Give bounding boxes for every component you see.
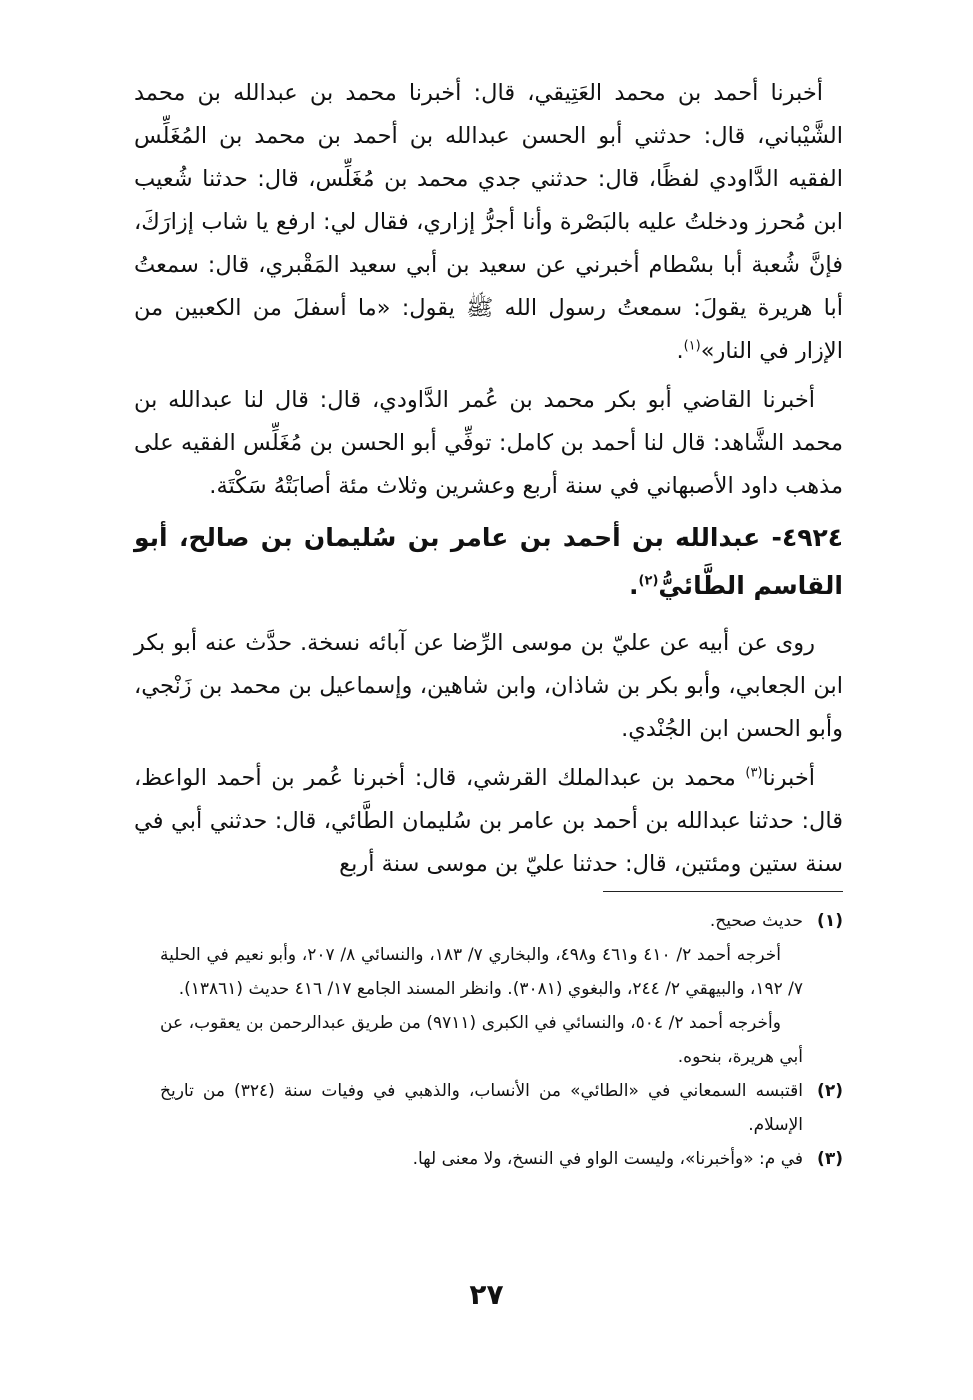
- footnote-number: (٢): [817, 1081, 843, 1101]
- footnotes: [160, 904, 843, 1176]
- entry-title: عبدالله بن أحمد بن عامر بن سُليمان بن صالح، أبو القاسم الطَّائيُّ: [134, 523, 843, 600]
- footnote-ref-2[interactable]: (٢): [638, 573, 659, 589]
- paragraph-isnad-3: [134, 757, 843, 886]
- footnote-line: في م: «وأخبرنا»، وليست الواو في النسخ، ولا معنى لها.: [412, 1149, 803, 1169]
- footnote-line: حديث صحيح.: [709, 911, 803, 931]
- main-text: [134, 72, 843, 892]
- footnote-2: [160, 1074, 843, 1142]
- footnote-body: [160, 1142, 803, 1176]
- footnote-line: اقتبسه السمعاني في «الطائي» من الأنساب، والذهبي في وفيات سنة (٣٢٤) من تاريخ الإسلام.: [160, 1081, 803, 1135]
- paragraph-text: أخبرنا القاضي أبو بكر محمد بن عُمر الدَّاودي، قال: قال لنا عبدالله بن محمد الشَّاهد: قال لنا أحمد بن كامل: توفِّي أبو الحسن بن مُغَلِّس الفقيه على مذهب داود الأصبهاني في سنة أربع وعشرين وثلاث مئة أصابَتْهُ سَكْتَة.: [134, 387, 843, 499]
- footnote-ref-3[interactable]: (٣): [745, 765, 763, 781]
- paragraph-isnad-2: [134, 379, 843, 508]
- footnote-line: وأخرجه أحمد ٢/ ٥٠٤، والنسائي في الكبرى (٩٧١١) من طريق عبدالرحمن بن يعقوب، عن أبي هريرة، بنحوه.: [160, 1013, 803, 1067]
- paragraph-start: أخبرنا: [762, 765, 815, 791]
- footnote-3: [160, 1142, 843, 1176]
- footnote-body: [160, 1074, 803, 1142]
- heading-end-mark: .: [629, 571, 639, 600]
- footnote-line: أخرجه أحمد ٢/ ٤١٠ و٤٦١ و٤٩٨، والبخاري ٧/ ١٨٣، والنسائي ٨/ ٢٠٧، وأبو نعيم في الحلية ٧/ ١٩٢، والبيهقي ٢/ ٢٤٤، والبغوي (٣٠٨١). وانظر المسند الجامع ١٧/ ٤١٦ حديث (١٣٨٦١).: [160, 945, 803, 999]
- paragraph-isnad-1: [134, 72, 843, 373]
- footnote-number: (٣): [817, 1149, 843, 1169]
- paragraph-end-mark: .: [676, 338, 684, 364]
- footnote-number: (١): [817, 911, 843, 931]
- footnote-1: [160, 904, 843, 1074]
- paragraph-text: أخبرنا أحمد بن محمد العَتِيقي، قال: أخبرنا محمد بن عبدالله بن محمد الشَّيْباني، قال: حدثني أبو الحسن عبدالله بن أحمد بن محمد بن المُغَلِّس الفقيه الدَّاودي لفظًا، قال: حدثني جدي محمد بن مُغَلِّس، قال: حدثنا شُعيب ابن مُحرز ودخلتُ عليه بالبَصْرة وأنا أجرُّ إزاري، فقال لي: ارفع يا شاب إزارَكَ، فإنَّ شُعبة أبا بسْطام أخبرني عن سعيد بن أبي سعيد المَقْبري، قال: سمعتُ أبا هريرة يقولَ: سمعتُ رسول الله ﷺ يقول: «ما أسفلَ من الكعبين من الإزار في النار»: [134, 80, 843, 364]
- entry-number: ٤٩٢٤-: [771, 523, 843, 552]
- entry-heading: [134, 514, 843, 610]
- page-number: ٢٧: [469, 1278, 504, 1311]
- footnote-body: [160, 904, 803, 1074]
- paragraph-text: روى عن أبيه عن عليّ بن موسى الرِّضا عن آبائه نسخة. حدَّث عنه أبو بكر ابن الجعابي، وأبو بكر بن شاذان، وابن شاهين، وإسماعيل بن محمد بن زَنْجي، وأبو الحسن ابن الجُنْدي.: [134, 630, 843, 742]
- footnote-separator: [603, 891, 843, 892]
- paragraph-biography: [134, 622, 843, 751]
- footnote-ref-1[interactable]: (١): [683, 338, 701, 354]
- paragraph-text: محمد بن عبدالملك القرشي، قال: أخبرنا عُمر بن أحمد الواعظ، قال: حدثنا عبدالله بن أحمد بن عامر بن سُليمان الطَّائي، قال: حدثني أبي في سنة ستين ومئتين، قال: حدثنا عليّ بن موسى سنة أربع: [134, 765, 843, 877]
